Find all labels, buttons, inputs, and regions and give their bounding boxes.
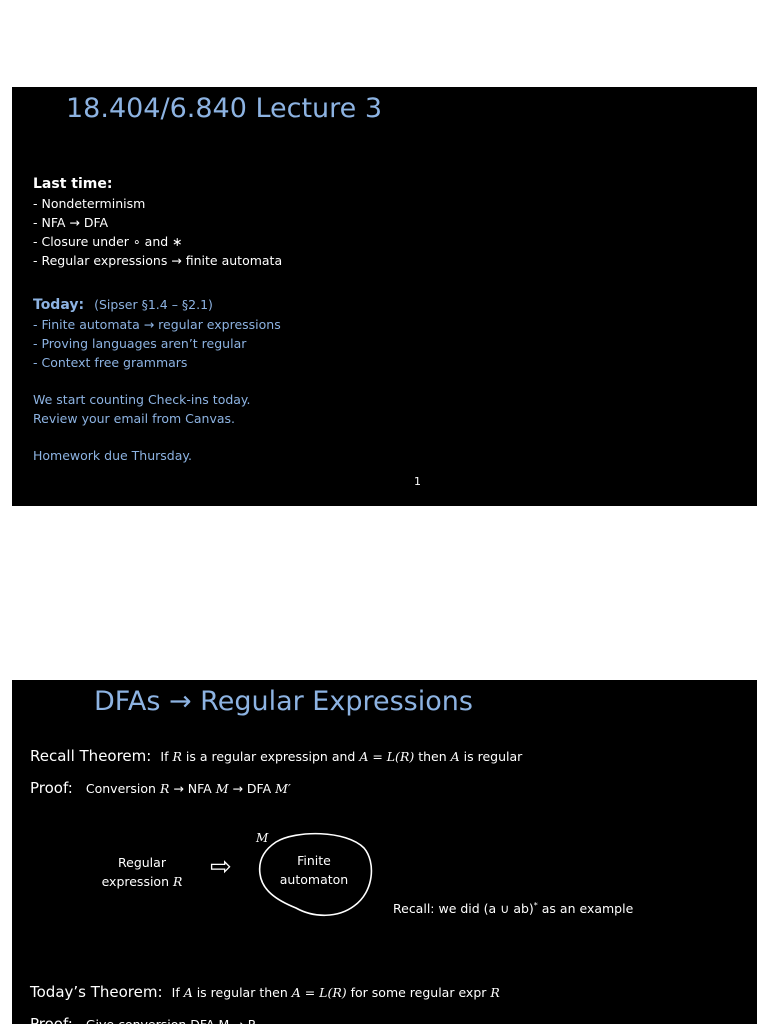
math-var: M′: [275, 781, 291, 796]
last-time-item: - Closure under ∘ and ∗: [33, 234, 183, 249]
recall-theorem: [30, 746, 522, 765]
last-time-item: - Nondeterminism: [33, 196, 146, 211]
math-var: A: [450, 749, 460, 764]
math-var: R: [490, 985, 500, 1000]
star-superscript: *: [533, 901, 538, 910]
slide-1-title: 18.404/6.840 Lecture 3: [66, 93, 383, 124]
note-line: We start counting Check-ins today.: [33, 392, 251, 407]
text-fragment: is regular then: [192, 985, 292, 1000]
today-heading: Today:: [33, 297, 85, 313]
text-fragment: → NFA: [169, 781, 216, 796]
proof-2-text: Give conversion DFA M → R: [85, 1017, 257, 1032]
slide-2: [12, 680, 757, 1033]
proof-label: Proof:: [30, 779, 73, 797]
last-time-section: [33, 175, 282, 270]
label-line: Regular: [118, 855, 166, 870]
proof-label: Proof:: [30, 1015, 73, 1033]
slide-1: [12, 87, 757, 506]
math-expr: A = L(R): [359, 749, 415, 764]
math-var: R: [172, 874, 183, 889]
checkin-note: [33, 390, 251, 428]
label-line: Finite: [297, 853, 331, 868]
regular-expression-label: [100, 853, 184, 891]
finite-automaton-label: [274, 851, 354, 889]
proof-1: [30, 778, 291, 797]
text-fragment: then: [414, 749, 451, 764]
text-fragment: If: [160, 749, 173, 764]
text-fragment: as an example: [537, 901, 634, 917]
last-time-item: - Regular expressions → finite automata: [33, 253, 283, 268]
label-line: expression: [101, 874, 173, 889]
homework-note: Homework due Thursday.: [33, 448, 192, 463]
text-fragment: → DFA: [228, 781, 276, 796]
implies-arrow-icon: ⇨: [210, 852, 232, 882]
text-fragment: for some regular expr: [346, 985, 491, 1000]
page-number: 1: [414, 475, 421, 488]
math-var: A: [183, 985, 193, 1000]
machine-label: M: [256, 831, 269, 845]
math-expr: A = L(R): [291, 985, 347, 1000]
today-item: - Context free grammars: [33, 355, 188, 370]
today-section: [33, 295, 281, 372]
todays-theorem: [30, 982, 500, 1001]
last-time-heading: Last time:: [33, 176, 113, 192]
slide-2-title: DFAs → Regular Expressions: [94, 686, 473, 717]
text-fragment: Recall: we did (a ∪ ab): [393, 901, 534, 917]
last-time-item: - NFA → DFA: [33, 215, 109, 230]
note-line: Review your email from Canvas.: [33, 411, 236, 426]
math-var: R: [159, 781, 170, 796]
text-fragment: is regular: [459, 749, 523, 764]
recall-theorem-label: Recall Theorem:: [30, 747, 152, 765]
today-item: - Finite automata → regular expressions: [33, 317, 281, 332]
today-reference: (Sipser §1.4 – §2.1): [94, 297, 213, 312]
todays-theorem-label: Today’s Theorem:: [30, 983, 163, 1001]
today-item: - Proving languages aren’t regular: [33, 336, 247, 351]
text-fragment: Conversion: [85, 781, 160, 796]
recall-example-note: [393, 896, 633, 918]
label-line: automaton: [279, 872, 349, 887]
math-var: M: [215, 781, 229, 796]
math-var: R: [172, 749, 182, 764]
text-fragment: is a regular expressipn and: [181, 749, 360, 764]
text-fragment: If: [171, 985, 184, 1000]
